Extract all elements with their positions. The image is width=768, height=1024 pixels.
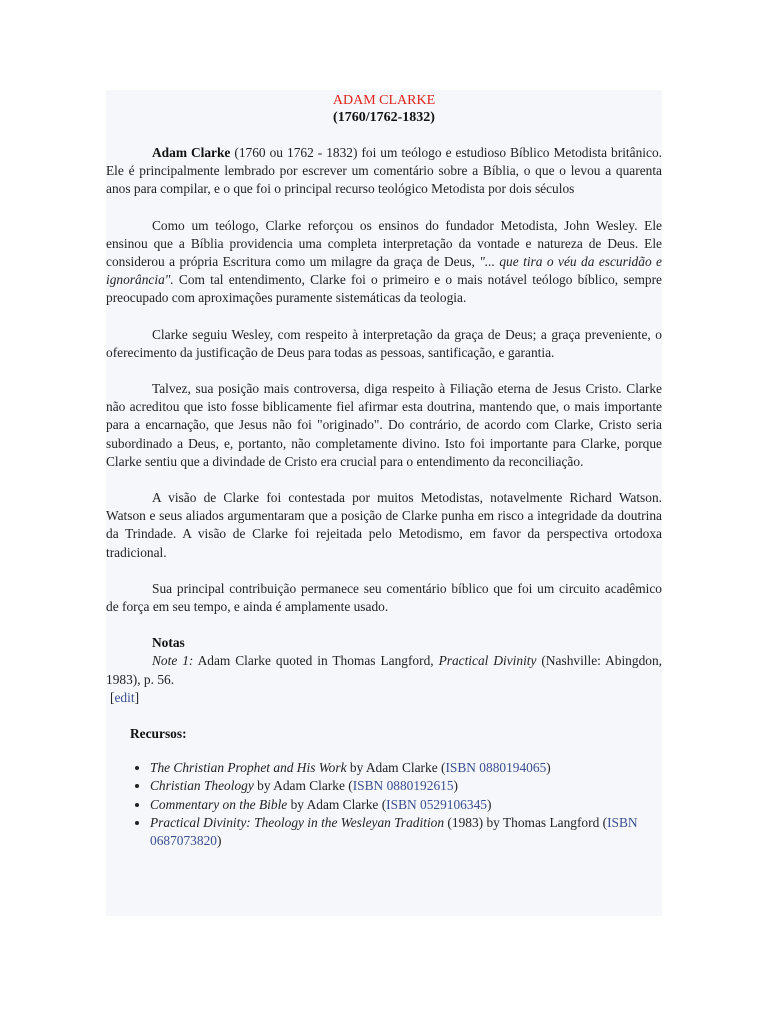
isbn-link[interactable]: ISBN 0529106345 — [386, 796, 487, 812]
resource-title: Christian Theology — [150, 778, 254, 794]
paren-close: ) — [216, 833, 222, 849]
note-book-title: Practical Divinity — [438, 653, 537, 669]
resource-title: The Christian Prophet and His Work — [150, 760, 347, 776]
resource-item — [150, 759, 662, 777]
paragraph-watson: A visão de Clarke foi contestada por muitos Metodistas, notavelmente Richard Watson. Watson e seus aliados argumentaram que a posição de Clarke punha em risco a integridade da doutrina da Trindade. A visão de Clarke foi rejeitada pelo Metodismo, em favor da perspectiva ortodoxa tradicional. — [106, 490, 662, 560]
paragraph-intro — [106, 144, 662, 199]
paren-close: ) — [453, 778, 458, 794]
edit-bracket-close: ] — [134, 689, 140, 705]
resource-title: Practical Divinity: Theology in the Wesleyan Tradition — [150, 814, 445, 830]
isbn-link[interactable]: ISBN 0687073820 — [150, 814, 638, 849]
resource-author: (1983) by Thomas Langford ( — [444, 814, 608, 830]
resources-list — [106, 759, 662, 850]
paragraph-theology-text-b: Com tal entendimento, Clarke foi o primeiro e o mais notável teólogo bíblico, sempre preocupado com aproximações puramente sistemáticas da teologia. — [106, 272, 662, 306]
quote: "... que tira o véu da escuridão e ignorância". — [106, 254, 663, 288]
notes-heading: Notas — [152, 635, 185, 651]
paragraph-intro-text: (1760 ou 1762 - 1832) foi um teólogo e estudioso Bíblico Metodista britânico. Ele é principalmente lembrado por escrever um comentário sobre a Bíblia, o que o levou a quarenta anos para compilar, e o que foi o principal recurso teológico Metodista por dois séculos — [106, 145, 662, 197]
paren-close: ) — [546, 760, 551, 776]
paragraph-wesley: Clarke seguiu Wesley, com respeito à interpretação da graça de Deus; a graça preveniente, o oferecimento da justificação de Deus para todas as pessoas, santificação, e garantia. — [106, 326, 662, 360]
edit-link[interactable]: edit — [114, 689, 135, 705]
note-text-b: (Nashville: Abingdon, 1983), p. 56. — [106, 653, 663, 687]
paragraph-contribution: Sua principal contribuição permanece seu comentário bíblico que foi um circuito acadêmico de força em seu tempo, e ainda é amplamente usado. — [106, 580, 662, 615]
resource-item — [150, 796, 662, 814]
resource-author: by Adam Clarke ( — [346, 760, 446, 776]
isbn-link[interactable]: ISBN 0880194065 — [445, 760, 547, 776]
document-content — [106, 92, 662, 850]
edit-section — [106, 689, 662, 707]
note-text-a: Adam Clarke quoted in Thomas Langford, — [193, 653, 439, 669]
subject-name: Adam Clarke — [152, 145, 231, 160]
document-subtitle: (1760/1762-1832) — [333, 110, 435, 125]
resources-heading: Recursos: — [130, 726, 187, 742]
resource-item — [150, 777, 662, 795]
isbn-link[interactable]: ISBN 0880192615 — [352, 778, 454, 794]
resource-title: Commentary on the Bible — [150, 796, 288, 812]
document-title: ADAM CLARKE — [332, 93, 436, 108]
document-page — [106, 90, 662, 916]
edit-bracket-open: [ — [110, 689, 115, 705]
paragraph-theology-text-a: Como um teólogo, Clarke reforçou os ensinos do fundador Metodista, John Wesley. Ele ensinou que a Bíblia providencia uma completa interpretação da vontade e natureza de Deus. Ele considerou a própria Escritura como um milagre da graça de Deus, — [106, 217, 662, 270]
note-label: Note 1: — [152, 653, 194, 669]
resource-author: by Adam Clarke ( — [287, 796, 387, 812]
note-1 — [106, 652, 662, 688]
resource-item — [150, 814, 662, 850]
resource-author: by Adam Clarke ( — [253, 778, 353, 794]
paragraph-theology — [106, 217, 662, 308]
paren-close: ) — [486, 796, 492, 812]
paragraph-controversy: Talvez, sua posição mais controversa, diga respeito à Filiação eterna de Jesus Cristo. Clarke não acreditou que isto fosse biblicamente fiel afirmar esta doutrina, mantendo que, o mais importante para a encarnação, que Jesus não foi "originado". Do contrário, de acordo com Clarke, Cristo seria subordinado a Deus, e, portanto, não completamente divino. Isto foi importante para Clarke, porque Clarke sentiu que a divindade de Cristo era crucial para o entendimento da reconciliação. — [106, 381, 662, 469]
